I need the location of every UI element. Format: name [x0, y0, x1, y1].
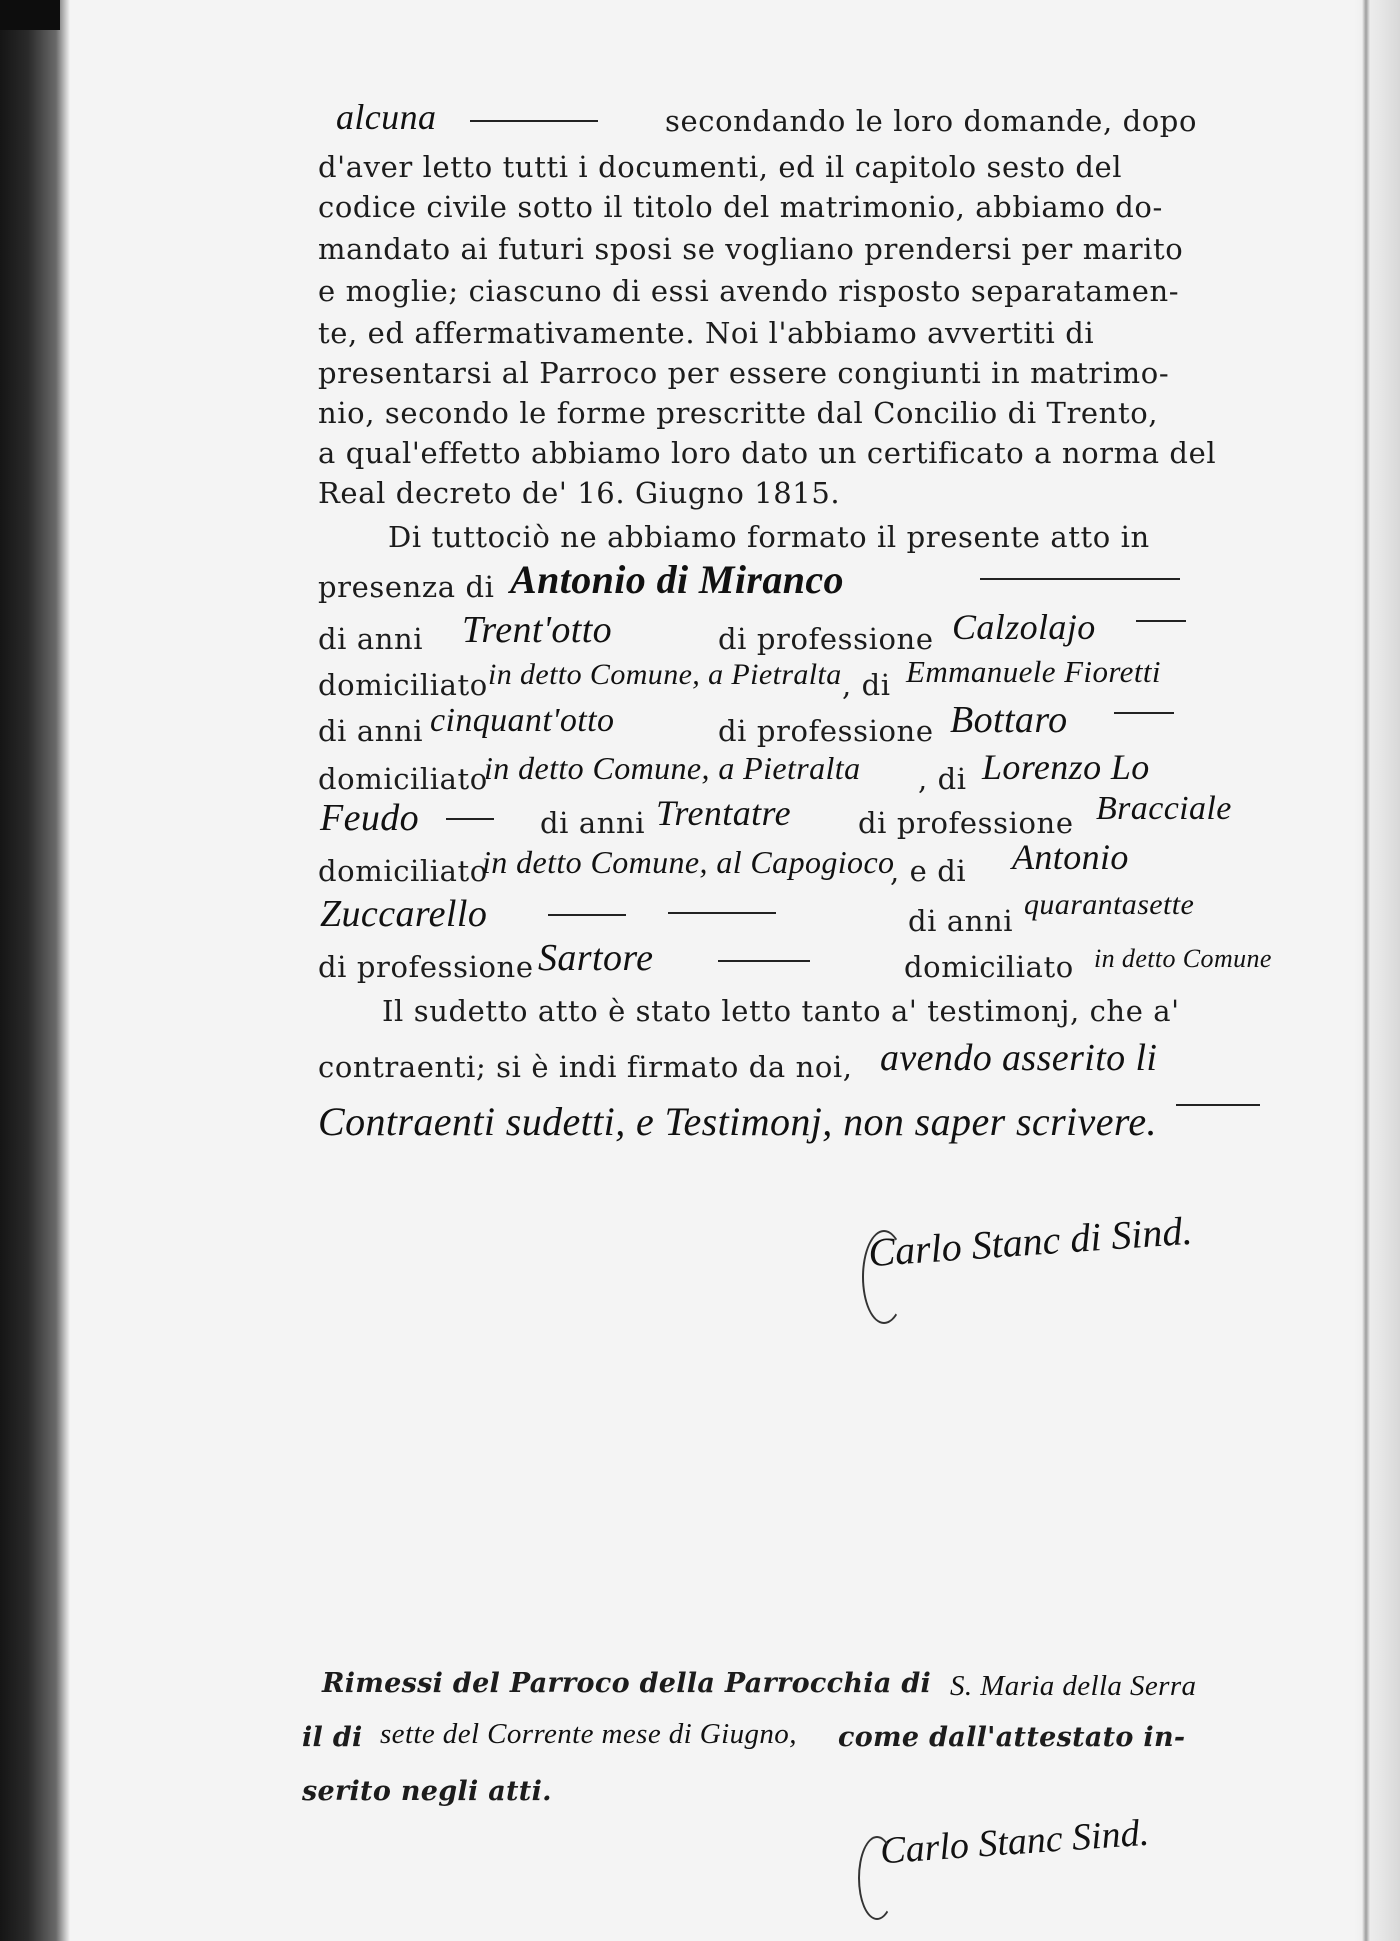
witness-4-age: quarantasette	[1024, 888, 1195, 921]
handwritten-word: alcuna	[336, 97, 437, 137]
book-binding	[0, 0, 70, 1941]
witness-2-name: Emmanuele Fioretti	[906, 654, 1161, 689]
signature: Carlo Stanc di Sind.	[866, 1207, 1194, 1276]
witness-4-name: Antonio	[1012, 837, 1129, 877]
body-line: codice civile sotto il titolo del matrimonio, abbiamo do-	[318, 190, 1163, 224]
witness-2-domicile: in detto Comune, a Pietralta	[484, 750, 861, 786]
body-line: Real decreto de' 16. Giugno 1815.	[318, 476, 841, 510]
anni-label: di anni	[908, 904, 1014, 938]
anni-label: di anni	[540, 806, 646, 840]
binding-corner	[0, 0, 60, 30]
fill-dash	[1176, 1104, 1260, 1106]
page-edge	[1354, 0, 1400, 1941]
presenza-label: presenza di	[318, 570, 495, 604]
witness-3-surname: Feudo	[320, 797, 420, 839]
body-line: a qual'effetto abbiamo loro dato un certificato a norma del	[318, 436, 1217, 470]
body-line: mandato ai futuri sposi se vogliano prendersi per marito	[318, 232, 1184, 266]
body-line: d'aver letto tutti i documenti, ed il capitolo sesto del	[318, 150, 1123, 184]
signature: Carlo Stanc Sind.	[878, 1811, 1151, 1873]
witness-4-profession: Sartore	[538, 937, 654, 979]
footer-line: il di	[302, 1722, 363, 1753]
professione-label: di professione	[718, 622, 934, 656]
footer-line: Rimessi del Parroco della Parrocchia di	[322, 1668, 932, 1699]
di-label: , di	[842, 668, 891, 702]
witness-3-domicile: in detto Comune, al Capogioco	[482, 844, 895, 880]
witness-3-age: Trentatre	[656, 793, 791, 833]
anni-label: di anni	[318, 622, 424, 656]
body-line: te, ed affermativamente. Noi l'abbiamo avvertiti di	[318, 316, 1095, 350]
witness-2-profession: Bottaro	[950, 699, 1068, 741]
fill-dash	[1136, 620, 1186, 622]
fill-dash	[980, 578, 1180, 580]
e-di-label: , e di	[890, 854, 967, 888]
body-line: e moglie; ciascuno di essi avendo risposto separatamen-	[318, 274, 1180, 308]
witness-1-domicile: in detto Comune, a Pietralta	[488, 658, 842, 691]
footer-line: come dall'attestato in-	[838, 1722, 1186, 1753]
footer-handwritten: sette del Corrente mese di Giugno,	[380, 1718, 797, 1750]
fill-dash	[668, 912, 776, 914]
fill-dash	[718, 960, 810, 962]
body-line: presentarsi al Parroco per essere congiunti in matrimo-	[318, 356, 1170, 390]
witness-4-surname: Zuccarello	[320, 893, 488, 935]
fill-dash	[1114, 712, 1174, 714]
fill-dash	[548, 914, 626, 916]
witness-4-domicile: in detto Comune	[1094, 944, 1272, 973]
witness-1-name: Antonio di Miranco	[510, 557, 844, 602]
domiciliato-label: domiciliato	[318, 668, 488, 702]
witness-3-profession: Bracciale	[1096, 790, 1232, 827]
footer-line: serito negli atti.	[302, 1776, 552, 1807]
professione-label: di professione	[718, 714, 934, 748]
closing-line: contraenti; si è indi firmato da noi,	[318, 1050, 853, 1084]
witness-1-age: Trent'otto	[462, 609, 613, 651]
witness-1-profession: Calzolajo	[952, 607, 1096, 647]
witness-3-name: Lorenzo Lo	[982, 747, 1150, 787]
signature-flourish	[862, 1230, 906, 1324]
body-line: nio, secondo le forme prescritte dal Concilio di Trento,	[318, 396, 1159, 430]
professione-label: di professione	[318, 950, 534, 984]
di-label: , di	[918, 762, 967, 796]
witness-2-age: cinquant'otto	[430, 702, 615, 739]
anni-label: di anni	[318, 714, 424, 748]
body-line: Di tuttociò ne abbiamo formato il presente atto in	[388, 520, 1150, 554]
signature-flourish	[858, 1836, 896, 1920]
fill-dash	[446, 818, 494, 820]
fill-dash	[470, 120, 598, 122]
domiciliato-label: domiciliato	[318, 854, 488, 888]
body-line: secondando le loro domande, dopo	[665, 104, 1198, 138]
footer-handwritten: S. Maria della Serra	[950, 1670, 1197, 1702]
domiciliato-label: domiciliato	[904, 950, 1074, 984]
closing-handwritten: avendo asserito li	[880, 1037, 1158, 1079]
closing-line: Il sudetto atto è stato letto tanto a' testimonj, che a'	[382, 994, 1180, 1028]
page-fold-line	[1362, 0, 1370, 1941]
domiciliato-label: domiciliato	[318, 762, 488, 796]
professione-label: di professione	[858, 806, 1074, 840]
closing-handwritten: Contraenti sudetti, e Testimonj, non saper scrivere.	[318, 1099, 1157, 1144]
